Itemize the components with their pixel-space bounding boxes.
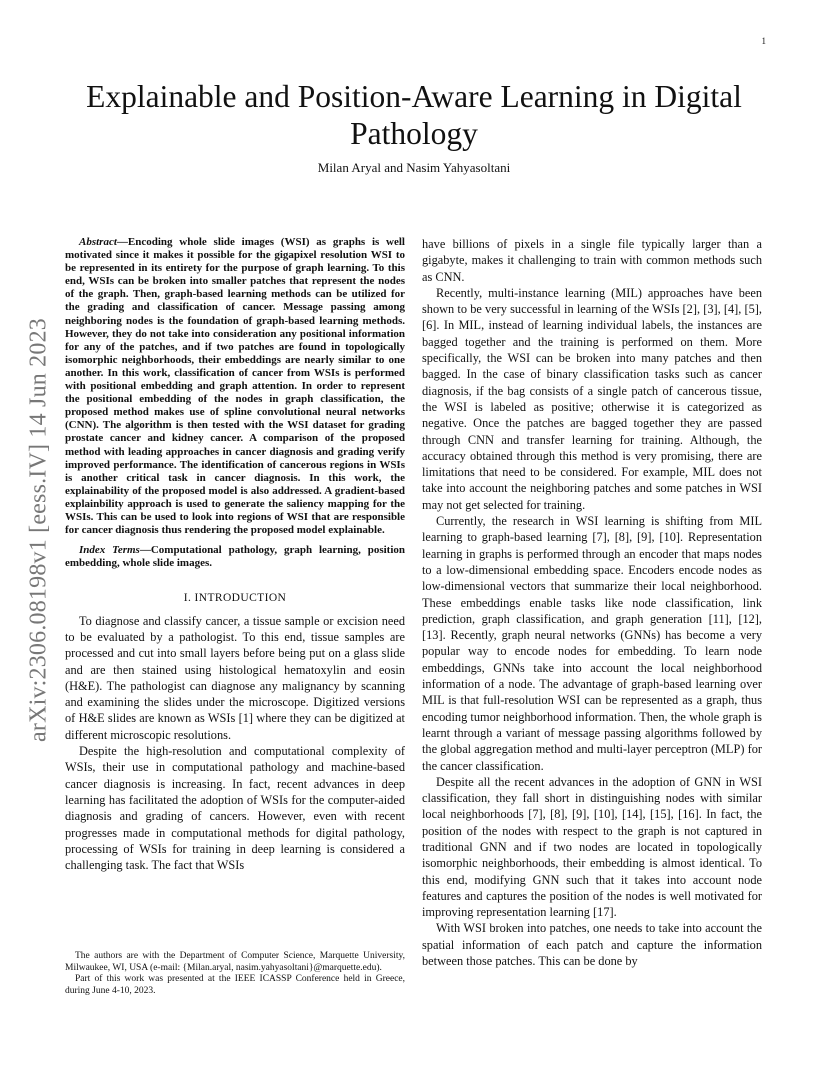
- footnote-conference: Part of this work was presented at the IEEE ICASSP Conference held in Greece, during June 4-10, 2023.: [65, 974, 405, 996]
- page-number: 1: [761, 36, 766, 46]
- arxiv-stamp-text: arXiv:2306.08198v1 [eess.IV] 14 Jun 2023: [25, 318, 52, 742]
- arxiv-stamp: [22, 290, 56, 770]
- paper-authors: Milan Aryal and Nasim Yahyasoltani: [317, 160, 511, 175]
- paper-title: Explainable and Position-Aware Learning in Digital Pathology: [86, 79, 742, 151]
- footnotes: [65, 951, 405, 997]
- left-column: [65, 236, 405, 873]
- abstract: [65, 236, 405, 537]
- index-terms-label: Index Terms: [79, 544, 140, 557]
- paragraph: Despite all the recent advances in the adoption of GNN in WSI classification, they fall short in distinguishing nodes with similar local neighborhoods [7], [8], [9], [10], [14], [15], [16]. In fact, the position of the nodes with respect to the graph is not captured in traditional GNN and if two nodes are located in topologically isomorphic neighborhoods, their embedding is almost identical. To this end, modifying GNN such that it takes into account node features and captures the position of the nodes is well motivated for improving representation learning [17].: [422, 774, 762, 920]
- paragraph: To diagnose and classify cancer, a tissue sample or excision need to be evaluated by a pathologist. To this end, tissue samples are processed and cut into small layers before being put on a glass slide and are then stained using histological hematoxylin and eosin (H&E). The pathologist can diagnose any malignancy by scanning and examining the slides under the microscope. Digitized versions of H&E slides are known as WSIs [1] where they can be digitized at different microscopic resolutions.: [65, 613, 405, 742]
- paragraph: With WSI broken into patches, one needs to take into account the spatial information of each patch and capture the information between those patches. This can be done by: [422, 921, 762, 969]
- paragraph: have billions of pixels in a single file typically larger than a gigabyte, makes it challenging to train with common methods such as CNN.: [422, 237, 762, 284]
- index-terms: [65, 544, 405, 570]
- paragraph: Recently, multi-instance learning (MIL) approaches have been shown to be very successful in learning of the WSIs [2], [3], [4], [5], [6]. In MIL, instead of learning individual labels, the instances are bagged together and the training is performed on them. More specifically, the WSI can be broken into many patches and then bagged. In the case of binary classification tasks such as cancer diagnosis, if the bag consists of a single patch of cancerous tissue, the WSI is labeled as positive; otherwise it is categorized as negative. Once the patches are bagged together they are passed through CNN and transfer learning for training. Although, the accuracy obtained through this method is very promising, there are limitations that need to be considered. For example, MIL does not take into account the neighboring patches and some patches in WSI may not get selected for training.: [422, 285, 762, 512]
- abstract-label: Abstract: [79, 236, 117, 248]
- right-column: [422, 236, 762, 969]
- abstract-text: —Encoding whole slide images (WSI) as graphs is well motivated since it makes it possible for the gigapixel resolution WSI to be represented in its entirety for the purpose of graph learning. To this end, WSIs can be broken into smaller patches that represent the nodes of the graph. Then, graph-based learning methods can be utilized for the grading and classification of cancer. Message passing among neighboring nodes is the foundation of graph-based learning methods. However, they do not take into consideration any positional information for any of the patches, and if two patches are found in topologically isomorphic neighborhoods, their embeddings are nearly similar to one another. In this work, classification of cancer from WSIs is performed with positional embedding and graph attention. In order to represent the positional embedding of the nodes in graph classification, the proposed method makes use of spline convolutional neural networks (CNN). The algorithm is then tested with the WSI dataset for grading prostate cancer and kidney cancer. A comparison of the proposed method with leading approaches in cancer diagnosis and grading verify improved performance. The identification of cancerous regions in WSIs is another critical task in cancer diagnosis. In this work, the explainability of the proposed model is also addressed. A gradient-based explainbility approach is used to generate the saliency mapping for the WSIs. This can be used to look into regions of WSI that are responsible for cancer diagnosis thus rendering the proposed model explainable.: [65, 236, 405, 537]
- footnote-affiliation: The authors are with the Department of Computer Science, Marquette University, Milwaukee, WI, USA (e-mail: {Milan.aryal, nasim.yahyasoltani}@marquette.edu).: [65, 951, 405, 973]
- paragraph: Currently, the research in WSI learning is shifting from MIL learning to graph-based learning [7], [8], [9], [10]. Representation learning in graphs is performed through an encoder that maps nodes to a low-dimensional embedding space. Encoders encode nodes as low-dimensional vectors that summarize their local neighborhood. These embeddings enable tasks like node classification, link prediction, graph classification, and graph generation [11], [12], [13]. Recently, graph neural networks (GNNs) has become a very popular way to encode nodes for embedding. To learn node embeddings, GNNs take into account the local neighborhood information of a node. The advantage of graph-based learning over MIL is that full-resolution WSI can be represented as a graph, thus encoding tumor neighborhood information. Then, the whole graph is learnt through a variant of message passing algorithms followed by the global aggregation method and multi-layer perceptron (MLP) for the cancer classification.: [422, 514, 762, 773]
- paragraph: Despite the high-resolution and computational complexity of WSIs, their use in computational pathology and machine-based cancer diagnosis is increasing. In fact, recent advances in deep learning has facilitated the adoption of WSIs for the computer-aided diagnosis and grading of cancers. However, even with recent progresses made in computational methods for digital pathology, processing of WSIs for training in deep learning is considered a challenging task. The fact that WSIs: [65, 744, 405, 873]
- section-heading-introduction: I. INTRODUCTION: [183, 592, 287, 605]
- index-terms-text: —Computational pathology, graph learning, position embedding, whole slide images.: [65, 544, 405, 570]
